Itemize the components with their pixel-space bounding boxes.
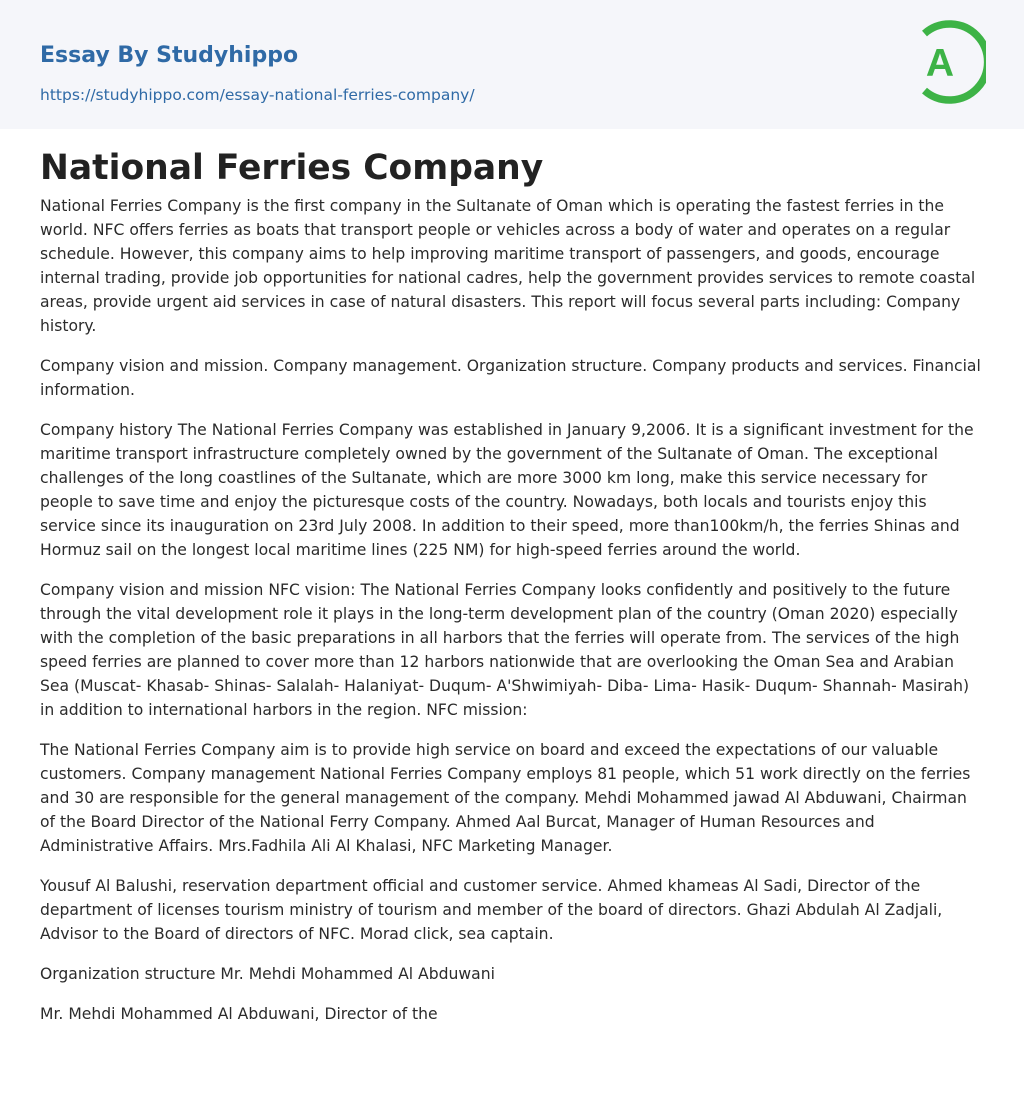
site-brand[interactable]: Essay By Studyhippo [40,43,299,68]
essay-paragraph: Organization structure Mr. Mehdi Mohammed Al Abduwani [40,965,495,983]
essay-paragraph: Yousuf Al Balushi, reservation department official and customer service. Ahmed khameas Al Sadi, Director of the department of licenses tourism ministry of tourism and member of the board of directors. Ghazi Abdulah Al Zadjali, Advisor to the Board of directors of NFC. Morad click, sea captain. [40,877,943,943]
essay-paragraph: Company vision and mission. Company management. Organization structure. Company products and services. Financial information. [40,357,981,399]
essay-paragraph: Company vision and mission NFC vision: The National Ferries Company looks confidently and positively to the future through the vital development role it plays in the long-term development plan of the country (Oman 2020) especially with the completion of the basic preparations in all harbors that the ferries will operate from. The services of the high speed ferries are planned to cover more than 12 harbors nationwide that are overlooking the Oman Sea and Arabian Sea (Muscat- Khasab- Shinas- Salalah- Halaniyat- Duqum- A'Shwimiyah- Diba- Lima- Hasik- Duqum- Shannah- Masirah) in addition to international harbors in the region. NFC mission: [40,581,970,719]
site-header [0,0,1024,129]
essay-paragraph: National Ferries Company is the first company in the Sultanate of Oman which is operating the fastest ferries in the world. NFC offers ferries as boats that transport people or vehicles across a body of water and operates on a regular schedule. However, this company aims to help improving maritime transport of passengers, and goods, encourage internal trading, provide job opportunities for national cadres, help the government provides services to remote coastal areas, provide urgent aid services in case of natural disasters. This report will focus several parts including: Company history. [40,197,976,335]
logo-letter: A [925,42,955,85]
essay-title: National Ferries Company [40,148,544,188]
studyhippo-logo[interactable] [912,19,986,105]
essay-url-link[interactable]: https://studyhippo.com/essay-national-ferries-company/ [40,86,475,104]
essay-paragraph: The National Ferries Company aim is to provide high service on board and exceed the expectations of our valuable customers. Company management National Ferries Company employs 81 people, which 51 work directly on the ferries and 30 are responsible for the general management of the company. Mehdi Mohammed jawad Al Abduwani, Chairman of the Board Director of the National Ferry Company. Ahmed Aal Burcat, Manager of Human Resources and Administrative Affairs. Mrs.Fadhila Ali Al Khalasi, NFC Marketing Manager. [40,741,971,855]
essay-body [40,194,984,1042]
essay-paragraph: Company history The National Ferries Company was established in January 9,2006. It is a significant investment for the maritime transport infrastructure completely owned by the government of the Sultanate of Oman. The exceptional challenges of the long coastlines of the Sultanate, which are more 3000 km long, make this service necessary for people to save time and enjoy the picturesque costs of the country. Nowadays, both locals and tourists enjoy this service since its inauguration on 23rd July 2008. In addition to their speed, more than100km/h, the ferries Shinas and Hormuz sail on the longest local maritime lines (225 NM) for high-speed ferries around the world. [40,421,974,559]
essay-paragraph: Mr. Mehdi Mohammed Al Abduwani, Director of the [40,1005,438,1023]
logo-ring-icon [912,19,986,105]
